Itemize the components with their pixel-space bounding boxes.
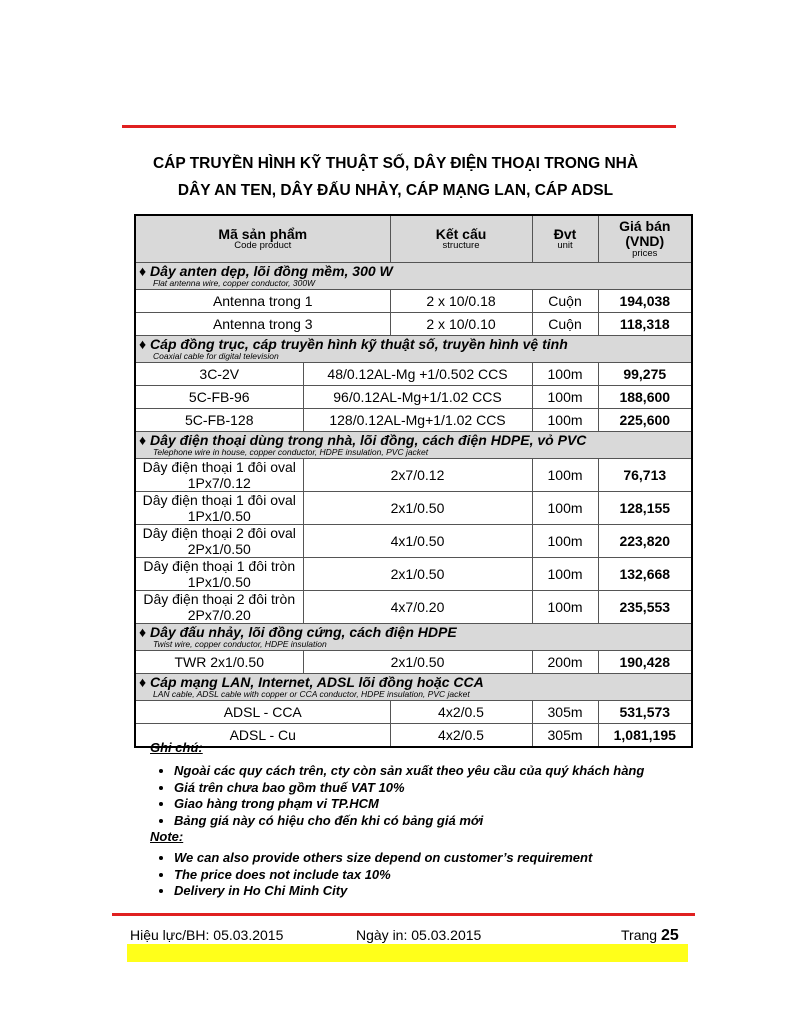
section-header-row (135, 624, 692, 651)
price-cell: 223,820 (598, 525, 692, 558)
unit-cell: 200m (532, 651, 598, 674)
highlight-bar (127, 944, 688, 962)
structure-cell: 2x1/0.50 (303, 651, 532, 674)
unit-cell: 100m (532, 525, 598, 558)
product-name-cell: 5C-FB-128 (135, 409, 303, 432)
price-cell: 99,275 (598, 363, 692, 386)
structure-cell: 4x7/0.20 (303, 591, 532, 624)
price-cell: 194,038 (598, 290, 692, 313)
table-row (135, 558, 692, 591)
price-cell: 118,318 (598, 313, 692, 336)
notes-list-en (150, 850, 644, 900)
product-name-cell: Antenna trong 3 (135, 313, 390, 336)
unit-cell: 100m (532, 363, 598, 386)
section-subtitle: Twist wire, copper conductor, HDPE insulation (153, 639, 327, 649)
product-name-cell: Dây điện thoại 1 đôi tròn 1Px1/0.50 (135, 558, 303, 591)
bottom-red-rule (112, 913, 695, 916)
structure-cell: 4x2/0.5 (390, 724, 532, 748)
structure-cell: 2x1/0.50 (303, 492, 532, 525)
product-name-cell: 5C-FB-96 (135, 386, 303, 409)
section-subtitle: Telephone wire in house, copper conductor, HDPE insulation, PVC jacket (153, 447, 429, 457)
unit-cell: 100m (532, 591, 598, 624)
product-name-cell: Antenna trong 1 (135, 290, 390, 313)
note-item: • Bảng giá này có hiệu cho đến khi có bảng giá mới (174, 813, 644, 830)
note-item: • We can also provide others size depend on customer’s requirement (174, 850, 644, 867)
product-name-cell: Dây điện thoại 1 đôi oval 1Px7/0.12 (135, 459, 303, 492)
page-title-line-1: CÁP TRUYỀN HÌNH KỸ THUẬT SỐ, DÂY ĐIỆN THOẠI TRONG NHÀ (152, 155, 639, 172)
price-cell: 531,573 (598, 701, 692, 724)
price-cell: 225,600 (598, 409, 692, 432)
footer-print-date: Ngày in: 05.03.2015 (356, 927, 482, 943)
table-row (135, 651, 692, 674)
section-header-row (135, 336, 692, 363)
section-title: ♦ Cáp mạng LAN, Internet, ADSL lõi đồng hoặc CCA (139, 674, 484, 690)
top-red-rule (122, 125, 676, 128)
unit-cell: 305m (532, 724, 598, 748)
section-title: ♦ Cáp đồng trục, cáp truyền hình kỹ thuật số, truyền hình vệ tinh (139, 336, 568, 352)
table-row (135, 386, 692, 409)
col-header-unit: Đvt unit (532, 215, 598, 263)
price-cell: 235,553 (598, 591, 692, 624)
note-item: • Delivery in Ho Chi Minh City (174, 883, 644, 900)
unit-cell: 100m (532, 386, 598, 409)
product-name-cell: 3C-2V (135, 363, 303, 386)
col-header-price: Giá bán (VND) prices (598, 215, 692, 263)
table-row (135, 459, 692, 492)
page-title-line-2: DÂY AN TEN, DÂY ĐẤU NHẢY, CÁP MẠNG LAN, CÁP ADSL (177, 182, 614, 199)
notes-list-vi (150, 763, 644, 829)
structure-cell: 2 x 10/0.18 (390, 290, 532, 313)
structure-cell: 96/0.12AL-Mg+1/1.02 CCS (303, 386, 532, 409)
table-row (135, 525, 692, 558)
unit-cell: Cuộn (532, 313, 598, 336)
section-title: ♦ Dây điện thoại dùng trong nhà, lõi đồng, cách điện HDPE, vỏ PVC (139, 432, 587, 448)
unit-cell: 305m (532, 701, 598, 724)
structure-cell: 48/0.12AL-Mg +1/0.502 CCS (303, 363, 532, 386)
product-name-cell: Dây điện thoại 1 đôi oval 1Px1/0.50 (135, 492, 303, 525)
structure-cell: 4x2/0.5 (390, 701, 532, 724)
product-name-cell: TWR 2x1/0.50 (135, 651, 303, 674)
structure-cell: 128/0.12AL-Mg+1/1.02 CCS (303, 409, 532, 432)
notes-heading-vi: Ghi chú: (150, 740, 203, 755)
structure-cell: 2x1/0.50 (303, 558, 532, 591)
product-name-cell: Dây điện thoại 2 đôi tròn 2Px7/0.20 (135, 591, 303, 624)
section-subtitle: Coaxial cable for digital television (153, 351, 279, 361)
note-item: • Giao hàng trong phạm vi TP.HCM (174, 796, 644, 813)
section-header-row (135, 432, 692, 459)
note-item: • Ngoài các quy cách trên, cty còn sản xuất theo yêu cầu của quý khách hàng (174, 763, 644, 780)
price-cell: 132,668 (598, 558, 692, 591)
table-row (135, 313, 692, 336)
section-title: ♦ Dây anten dẹp, lõi đồng mềm, 300 W (139, 263, 393, 279)
table-row (135, 409, 692, 432)
price-cell: 190,428 (598, 651, 692, 674)
table-header-row (135, 215, 692, 263)
col-header-structure: Kết cấu structure (390, 215, 532, 263)
unit-cell: 100m (532, 558, 598, 591)
table-row (135, 363, 692, 386)
product-name-cell: ADSL - Cu (135, 724, 390, 748)
section-subtitle: LAN cable, ADSL cable with copper or CCA conductor, HDPE insulation, PVC jacket (153, 689, 470, 699)
section-title: ♦ Dây đấu nhảy, lõi đồng cứng, cách điện HDPE (139, 624, 457, 640)
note-item: • Giá trên chưa bao gồm thuế VAT 10% (174, 780, 644, 797)
unit-cell: 100m (532, 492, 598, 525)
product-name-cell: Dây điện thoại 2 đôi oval 2Px1/0.50 (135, 525, 303, 558)
unit-cell: 100m (532, 459, 598, 492)
table-row (135, 701, 692, 724)
price-cell: 188,600 (598, 386, 692, 409)
price-cell: 76,713 (598, 459, 692, 492)
unit-cell: Cuộn (532, 290, 598, 313)
product-name-cell: ADSL - CCA (135, 701, 390, 724)
section-subtitle: Flat antenna wire, copper conductor, 300W (153, 278, 316, 288)
price-cell: 128,155 (598, 492, 692, 525)
structure-cell: 2x7/0.12 (303, 459, 532, 492)
unit-cell: 100m (532, 409, 598, 432)
structure-cell: 2 x 10/0.10 (390, 313, 532, 336)
price-table (134, 214, 693, 748)
price-cell: 1,081,195 (598, 724, 692, 748)
table-row (135, 492, 692, 525)
section-header-row (135, 263, 692, 290)
table-row (135, 290, 692, 313)
section-header-row (135, 674, 692, 701)
notes-block (150, 740, 644, 900)
col-header-code: Mã sản phẩm Code product (135, 215, 390, 263)
structure-cell: 4x1/0.50 (303, 525, 532, 558)
table-row (135, 591, 692, 624)
footer-validity: Hiệu lực/BH: 05.03.2015 (130, 927, 284, 943)
notes-heading-en: Note: (150, 829, 184, 844)
note-item: • The price does not include tax 10% (174, 867, 644, 884)
footer-page: Trang 25 (621, 927, 679, 944)
